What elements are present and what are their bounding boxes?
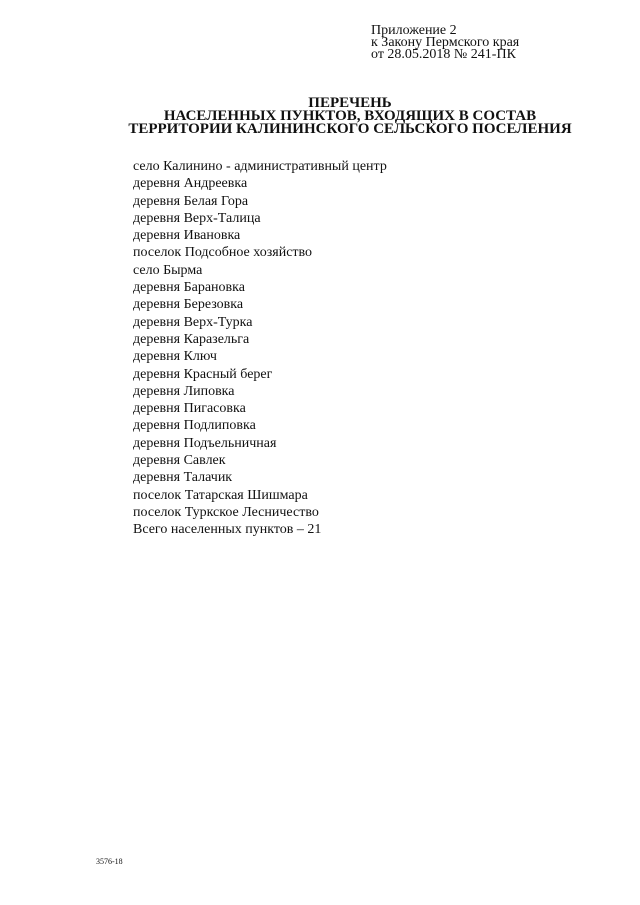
title-line-3: ТЕРРИТОРИИ КАЛИНИНСКОГО СЕЛЬСКОГО ПОСЕЛЕНИЯ [128,121,572,137]
list-item: деревня Подлиповка [133,418,256,434]
appendix-line-2: к Закону Пермского края [371,35,520,50]
list-item: деревня Пигасовка [133,401,246,417]
title-line-1: ПЕРЕЧЕНЬ [308,95,392,111]
list-item: деревня Савлек [133,453,226,469]
list-item: поселок Подсобное хозяйство [133,245,313,261]
document-title [120,97,580,136]
list-item: деревня Липовка [133,383,235,399]
list-item: деревня Талачик [133,470,233,486]
list-item: деревня Красный берег [133,366,273,382]
list-item: деревня Барановка [133,280,245,296]
list-item: деревня Андреевка [133,176,248,192]
list-item: деревня Ключ [133,349,217,365]
list-item: село Калинино - административный центр [133,159,387,174]
appendix-line-3: от 28.05.2018 № 241-ПК [371,47,516,62]
list-item: поселок Туркское Лесничество [133,504,319,520]
title-line-2: НАСЕЛЕННЫХ ПУНКТОВ, ВХОДЯЩИХ В СОСТАВ [163,108,537,124]
settlement-list [133,158,387,521]
list-item: деревня Верх-Турка [133,314,253,330]
list-item: деревня Белая Гора [133,193,249,209]
document-code: 3576-18 [96,857,123,866]
list-item: деревня Каразельга [133,331,250,347]
list-item: село Бырма [133,262,203,278]
list-item: деревня Ивановка [133,228,241,244]
settlement-total: Всего населенных пунктов – 21 [133,522,322,537]
list-item: деревня Верх-Талица [133,210,261,226]
list-item: поселок Татарская Шишмара [133,487,308,503]
list-item: деревня Подъельничная [133,435,277,451]
appendix-header [371,25,519,61]
appendix-line-1: Приложение 2 [371,23,457,38]
list-item: деревня Березовка [133,297,244,313]
